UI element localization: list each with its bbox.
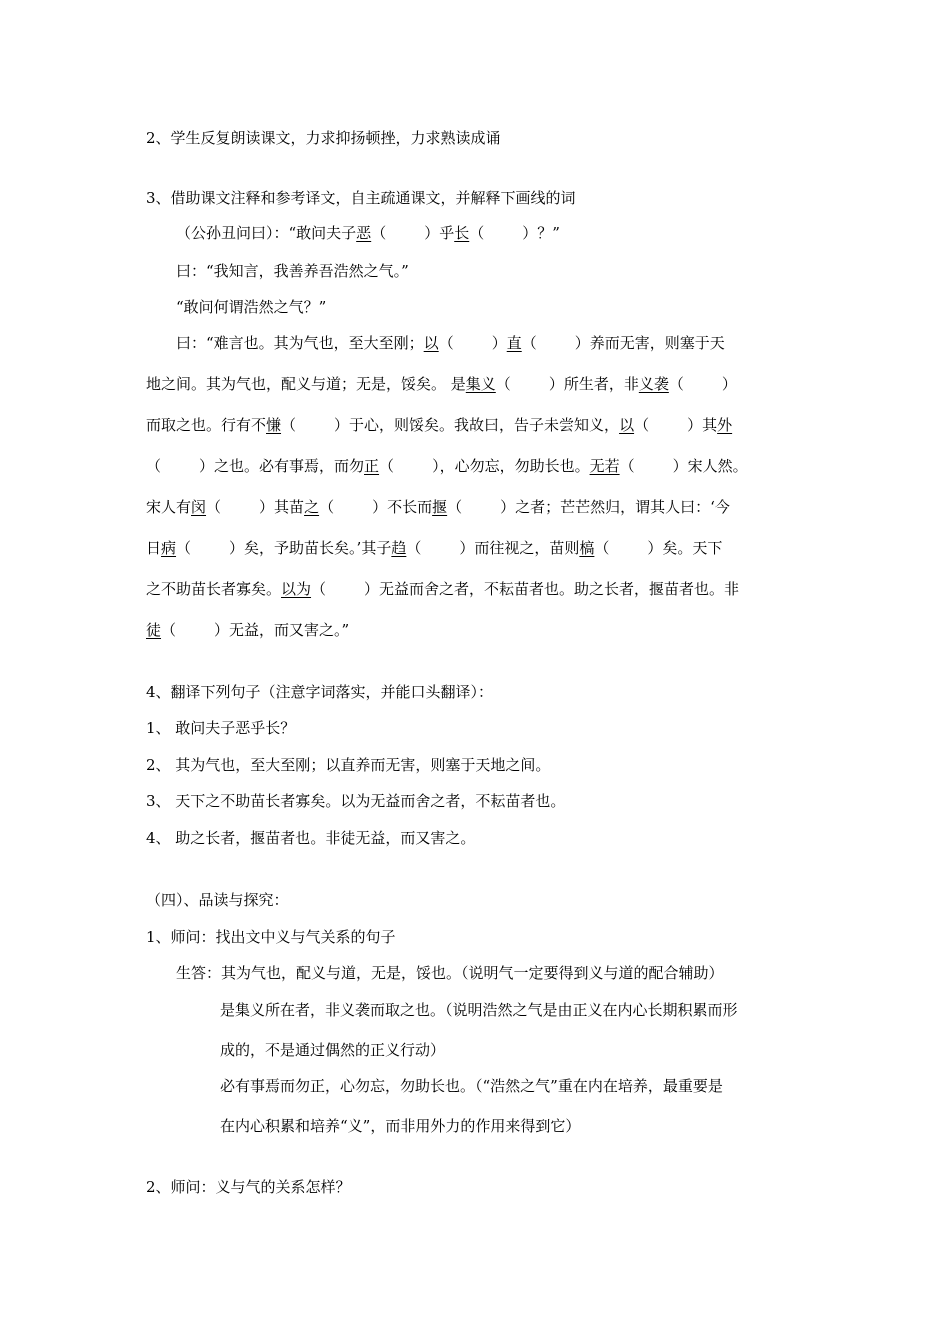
underlined-word: 以为 xyxy=(281,580,312,598)
answer-line-5: 在内心积累和培养“义”，而非用外力的作用来得到它） xyxy=(220,1117,581,1135)
underlined-word: 闵 xyxy=(191,498,207,516)
underlined-word: 长 xyxy=(454,224,470,242)
underlined-word: 以 xyxy=(619,416,635,434)
underlined-word: 徒 xyxy=(146,621,162,639)
answer-line-4: 必有事焉而勿正，心勿忘，勿助长也。（“浩然之气”重在内在培养，最重要是 xyxy=(220,1077,723,1095)
answer-line-3: 成的，不是通过偶然的正义行动） xyxy=(220,1041,446,1059)
passage-line-9: 日病（ ）矣，予助苗长矣。’其子趋（ ）而往视之，苗则槁（ ）矣。天下 xyxy=(146,539,723,557)
passage-line-8: 宋人有闵（ ）其苗之（ ）不长而揠（ ）之者；芒芒然归，谓其人曰：‘今 xyxy=(146,498,730,516)
passage-line-2: 曰：“我知言，我善养吾浩然之气。” xyxy=(176,262,409,280)
underlined-word: 义袭 xyxy=(638,375,669,393)
underlined-word: 慊 xyxy=(266,416,282,434)
passage-line-1: （公孙丑问曰）：“敢问夫子恶（ ）乎长（ ）？” xyxy=(176,224,560,242)
underlined-word: 无若 xyxy=(589,457,620,475)
question-1: 1、师问：找出文中义与气关系的句子 xyxy=(146,928,396,946)
section-2-text: 2、学生反复朗读课文，力求抑扬顿挫，力求熟读成诵 xyxy=(146,129,501,147)
underlined-word: 之 xyxy=(304,498,320,516)
answer-line-2: 是集义所在者，非义袭而取之也。（说明浩然之气是由正义在内心长期积累而形 xyxy=(220,1001,738,1019)
passage-line-4: 曰：“难言也。其为气也，至大至刚；以（ ）直（ ）养而无害，则塞于天 xyxy=(176,334,725,352)
question-2: 2、师问：义与气的关系怎样？ xyxy=(146,1178,351,1196)
translate-item-4: 4、 助之长者，揠苗者也。非徒无益，而又害之。 xyxy=(146,829,476,847)
underlined-word: 以 xyxy=(423,334,439,352)
passage-line-11: 徒（ ）无益，而又害之。” xyxy=(146,621,350,639)
passage-line-5: 地之间。其为气也，配义与道；无是，馁矣。 是集义（ ）所生者，非义袭（ ） xyxy=(146,375,737,393)
underlined-word: 槁 xyxy=(579,539,595,557)
section-3-heading: 3、借助课文注释和参考译文，自主疏通课文，并解释下画线的词 xyxy=(146,189,576,207)
translate-item-3: 3、 天下之不助苗长者寡矣。以为无益而舍之者，不耘苗者也。 xyxy=(146,792,566,810)
underlined-word: 直 xyxy=(506,334,522,352)
translate-item-2: 2、 其为气也，至大至刚；以直养而无害，则塞于天地之间。 xyxy=(146,756,551,774)
underlined-word: 病 xyxy=(161,539,177,557)
underlined-word: 趋 xyxy=(391,539,407,557)
passage-line-7: （ ）之也。必有事焉，而勿正（ ），心勿忘，勿助长也。无若（ ）宋人然。 xyxy=(146,457,748,475)
passage-line-10: 之不助苗长者寡矣。以为（ ）无益而舍之者，不耘苗者也。助之长者，揠苗者也。非 xyxy=(146,580,740,598)
underlined-word: 正 xyxy=(364,457,380,475)
passage-line-6: 而取之也。行有不慊（ ）于心，则馁矣。我故曰，告子未尝知义，以（ ）其外 xyxy=(146,416,733,434)
translate-item-1: 1、 敢问夫子恶乎长？ xyxy=(146,719,296,737)
passage-line-3: “敢问何谓浩然之气？” xyxy=(176,298,327,316)
section-5-heading: （四）、品读与探究： xyxy=(146,891,289,909)
section-4-heading: 4、翻译下列句子（注意字词落实，并能口头翻译）： xyxy=(146,683,494,701)
underlined-word: 集义 xyxy=(465,375,496,393)
underlined-word: 恶 xyxy=(356,224,372,242)
underlined-word: 揠 xyxy=(432,498,448,516)
underlined-word: 外 xyxy=(717,416,733,434)
answer-line-1: 生答：其为气也，配义与道，无是，馁也。（说明气一定要得到义与道的配合辅助） xyxy=(176,964,724,982)
